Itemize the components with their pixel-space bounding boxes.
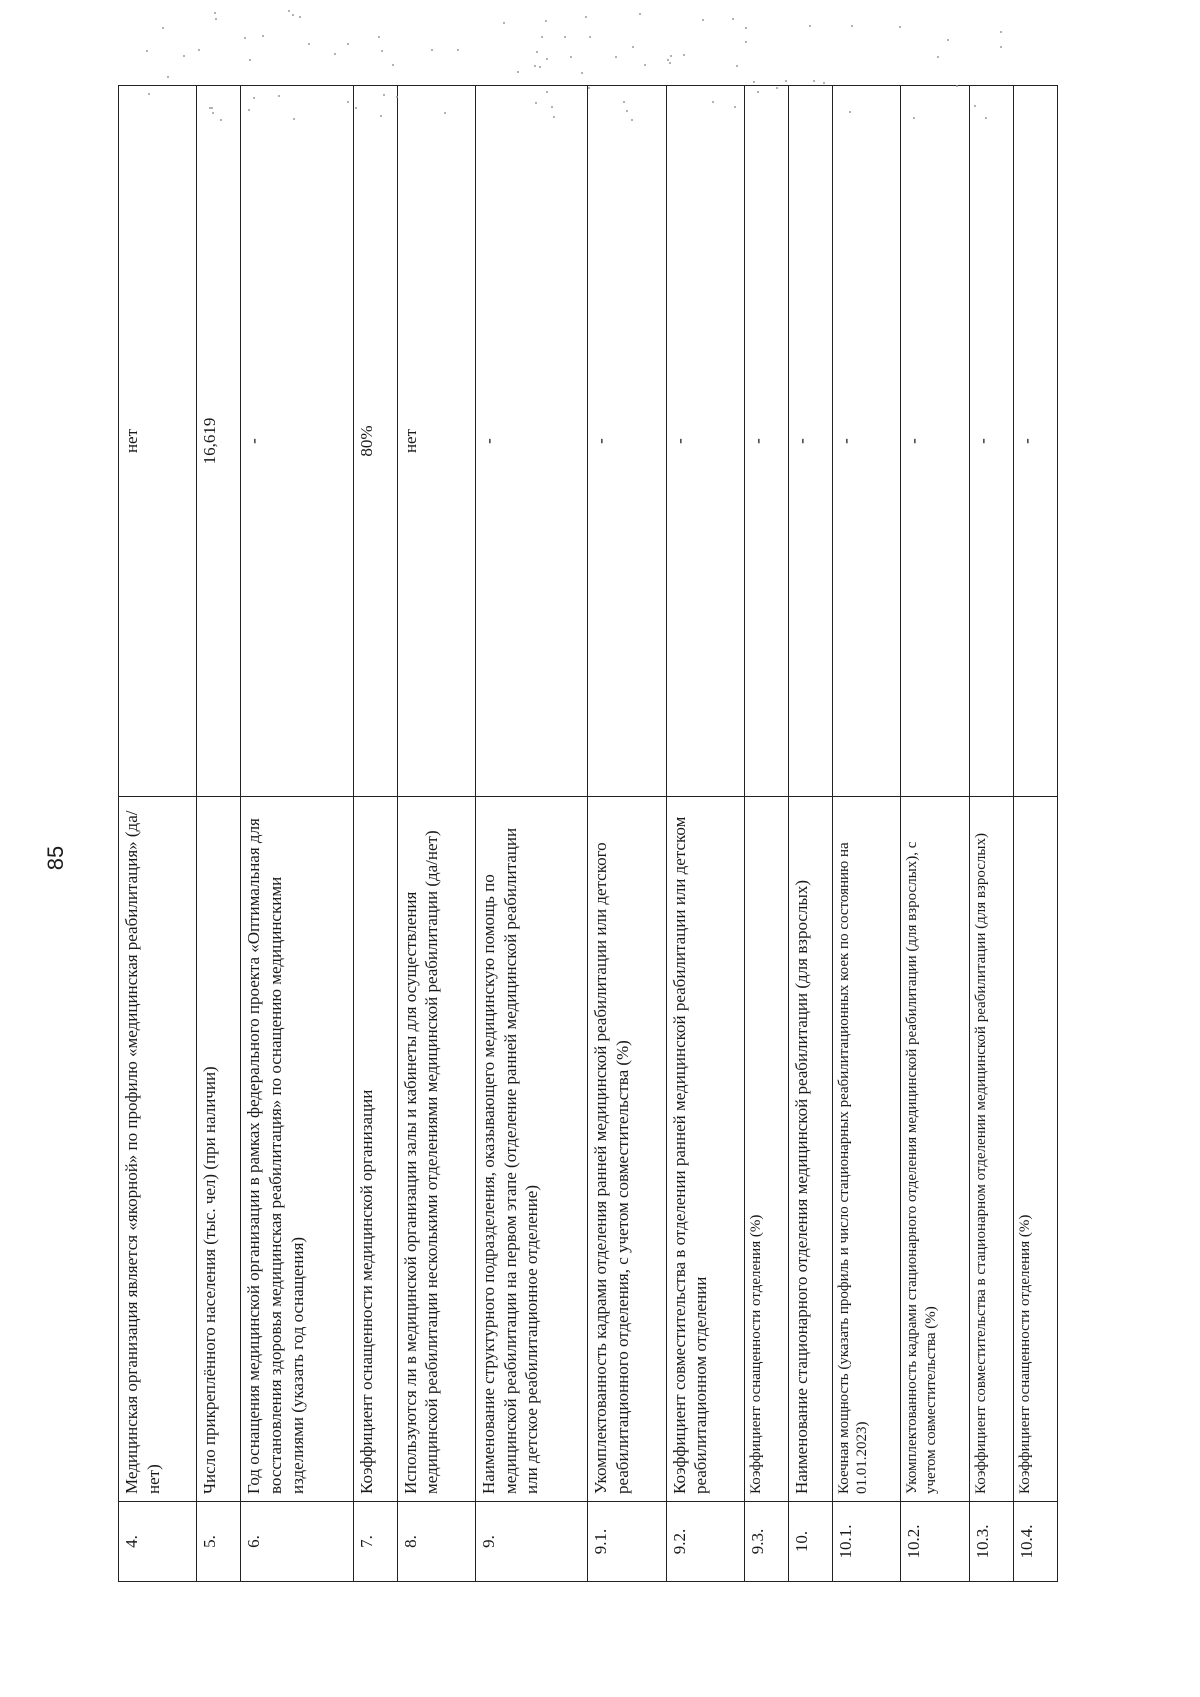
scan-speckle bbox=[669, 62, 671, 64]
row-label: Коэффициент оснащенности отделения (%) bbox=[1014, 797, 1058, 1502]
scan-speckle bbox=[1000, 31, 1002, 33]
row-number: 10.1. bbox=[832, 1502, 901, 1582]
scan-speckle bbox=[183, 55, 185, 57]
row-value: - bbox=[588, 86, 666, 797]
scan-speckle bbox=[581, 72, 583, 74]
scan-speckle bbox=[985, 117, 987, 119]
scan-speckle bbox=[378, 36, 380, 38]
row-number: 10. bbox=[788, 1502, 832, 1582]
scan-speckle bbox=[974, 105, 976, 107]
scan-speckle bbox=[736, 65, 738, 67]
row-value: 16,619 bbox=[197, 86, 241, 797]
table-row bbox=[588, 86, 666, 1582]
row-value: нет bbox=[397, 86, 475, 797]
row-value: - bbox=[832, 86, 901, 797]
row-number: 8. bbox=[397, 1502, 475, 1582]
scan-speckle bbox=[809, 25, 811, 27]
row-number: 9. bbox=[475, 1502, 588, 1582]
row-label: Коэффициент совместительства в стационарном отделении медицинской реабилитации (для взрослых) bbox=[970, 797, 1014, 1502]
scan-speckle bbox=[702, 19, 704, 21]
scan-speckle bbox=[785, 80, 787, 82]
row-value: - bbox=[475, 86, 588, 797]
scan-speckle bbox=[615, 56, 617, 58]
scan-speckle bbox=[162, 27, 164, 29]
scan-speckle bbox=[745, 27, 747, 29]
scan-speckle bbox=[146, 50, 148, 52]
report-table bbox=[118, 85, 1058, 1582]
scan-speckle bbox=[198, 49, 200, 51]
row-label: Коэффициент оснащенности медицинской организации bbox=[353, 797, 397, 1502]
row-label: Коечная мощность (указать профиль и число стационарных реабилитационных коек по состоянию на 01.01.2023) bbox=[832, 797, 901, 1502]
row-number: 9.3. bbox=[744, 1502, 788, 1582]
table-row bbox=[241, 86, 354, 1582]
report-table-body bbox=[119, 86, 1058, 1582]
scan-speckle bbox=[551, 106, 553, 108]
scan-speckle bbox=[503, 22, 505, 24]
scan-speckle bbox=[546, 58, 548, 60]
row-value: - bbox=[901, 86, 970, 797]
table-row bbox=[970, 86, 1014, 1582]
row-label: Число прикреплённого населения (тыс. чел) (при наличии) bbox=[197, 797, 241, 1502]
table-row bbox=[397, 86, 475, 1582]
scan-speckle bbox=[292, 14, 294, 16]
row-label: Год оснащения медицинской организации в рамках федерального проекта «Оптимальная для восстановления здоровья медицинская реабилитация» по оснащению медицинскими изделиями (указать год оснащения) bbox=[241, 797, 354, 1502]
scan-speckle bbox=[334, 53, 336, 55]
scan-speckle bbox=[262, 35, 264, 37]
row-number: 6. bbox=[241, 1502, 354, 1582]
table-row bbox=[901, 86, 970, 1582]
scan-speckle bbox=[644, 64, 646, 66]
scan-speckle bbox=[244, 37, 246, 39]
row-label: Укомплектованность кадрами отделения ранней медицинской реабилитации или детского реабилитационного отделения, с учетом совместительства (%) bbox=[588, 797, 666, 1502]
row-number: 10.4. bbox=[1014, 1502, 1058, 1582]
scan-speckle bbox=[585, 16, 587, 18]
scan-speckle bbox=[545, 20, 547, 22]
table-row bbox=[744, 86, 788, 1582]
scan-speckle bbox=[667, 59, 669, 61]
scan-speckle bbox=[347, 43, 349, 45]
row-value: - bbox=[970, 86, 1014, 797]
row-value: - bbox=[666, 86, 744, 797]
row-value: нет bbox=[119, 86, 197, 797]
scan-speckle bbox=[396, 96, 398, 98]
scan-speckle bbox=[947, 39, 949, 41]
scan-speckle bbox=[564, 36, 566, 38]
row-label: Коэффициент совместительства в отделении ранней медицинской реабилитации или детском реабилитационном отделении bbox=[666, 797, 744, 1502]
row-value: - bbox=[788, 86, 832, 797]
scan-speckle bbox=[253, 97, 255, 99]
table-row bbox=[788, 86, 832, 1582]
scan-speckle bbox=[753, 81, 755, 83]
scan-speckle bbox=[712, 101, 714, 103]
scan-speckle bbox=[215, 18, 217, 20]
row-number: 9.2. bbox=[666, 1502, 744, 1582]
scan-speckle bbox=[392, 64, 394, 66]
scan-speckle bbox=[534, 65, 536, 67]
rotated-table-container bbox=[118, 131, 1058, 1582]
scan-speckle bbox=[632, 46, 634, 48]
row-label: Наименование стационарного отделения медицинской реабилитации (для взрослых) bbox=[788, 797, 832, 1502]
row-label: Укомплектованность кадрами стационарного отделения медицинской реабилитации (для взрослых), с учетом совместительства (%) bbox=[901, 797, 970, 1502]
scan-speckle bbox=[670, 55, 672, 57]
row-value: - bbox=[1014, 86, 1058, 797]
scan-speckle bbox=[288, 10, 290, 12]
scan-speckle bbox=[517, 71, 519, 73]
table-row bbox=[119, 86, 197, 1582]
scan-speckle bbox=[899, 26, 901, 28]
scan-speckle bbox=[937, 56, 939, 58]
table-row bbox=[1014, 86, 1058, 1582]
scan-speckle bbox=[813, 80, 815, 82]
row-number: 9.1. bbox=[588, 1502, 666, 1582]
row-number: 10.3. bbox=[970, 1502, 1014, 1582]
row-value: 80% bbox=[353, 86, 397, 797]
scan-speckle bbox=[851, 25, 853, 27]
scan-speckle bbox=[626, 110, 628, 112]
scan-speckle bbox=[167, 76, 169, 78]
table-row bbox=[832, 86, 901, 1582]
table-row bbox=[475, 86, 588, 1582]
page-number: 85 bbox=[43, 845, 68, 871]
scan-speckle bbox=[539, 66, 541, 68]
row-value: - bbox=[241, 86, 354, 797]
scan-speckle bbox=[1000, 46, 1002, 48]
table-row bbox=[197, 86, 241, 1582]
row-value: - bbox=[744, 86, 788, 797]
row-label: Наименование структурного подразделения, оказывающего медицинскую помощь по медицинской реабилитации на первом этапе (отделение ранней медицинской реабилитации или детское реабилитационное отделение) bbox=[475, 797, 588, 1502]
row-label: Медицинская организация является «якорной» по профилю «медицинская реабилитация» (да/нет) bbox=[119, 797, 197, 1502]
row-label: Используются ли в медицинской организации залы и кабинеты для осуществления медицинской реабилитации несколькими отделениями медицинской реабилитации (да/нет) bbox=[397, 797, 475, 1502]
row-number: 10.2. bbox=[901, 1502, 970, 1582]
scan-speckle bbox=[849, 111, 851, 113]
scan-speckle bbox=[823, 82, 825, 84]
row-number: 4. bbox=[119, 1502, 197, 1582]
scan-speckle bbox=[431, 49, 433, 51]
scan-speckle bbox=[745, 41, 747, 43]
row-label: Коэффициент оснащенности отделения (%) bbox=[744, 797, 788, 1502]
scan-speckle bbox=[541, 36, 543, 38]
scan-speckle bbox=[639, 13, 641, 15]
scan-speckle bbox=[249, 59, 251, 61]
scan-speckle bbox=[732, 18, 734, 20]
scan-speckle bbox=[956, 85, 958, 87]
scan-speckle bbox=[536, 51, 538, 53]
scan-speckle bbox=[457, 49, 459, 51]
scan-speckle bbox=[299, 16, 301, 18]
scan-speckle bbox=[212, 112, 214, 114]
scan-speckle bbox=[214, 12, 216, 14]
table-row bbox=[666, 86, 744, 1582]
row-number: 7. bbox=[353, 1502, 397, 1582]
scan-speckle bbox=[589, 36, 591, 38]
row-number: 5. bbox=[197, 1502, 241, 1582]
scan-speckle bbox=[913, 117, 915, 119]
scan-speckle bbox=[570, 56, 572, 58]
scan-speckle bbox=[381, 50, 383, 52]
scan-speckle bbox=[631, 119, 633, 121]
table-row bbox=[353, 86, 397, 1582]
scan-speckle bbox=[683, 54, 685, 56]
scan-speckle bbox=[308, 43, 310, 45]
scan-speckle bbox=[148, 93, 150, 95]
